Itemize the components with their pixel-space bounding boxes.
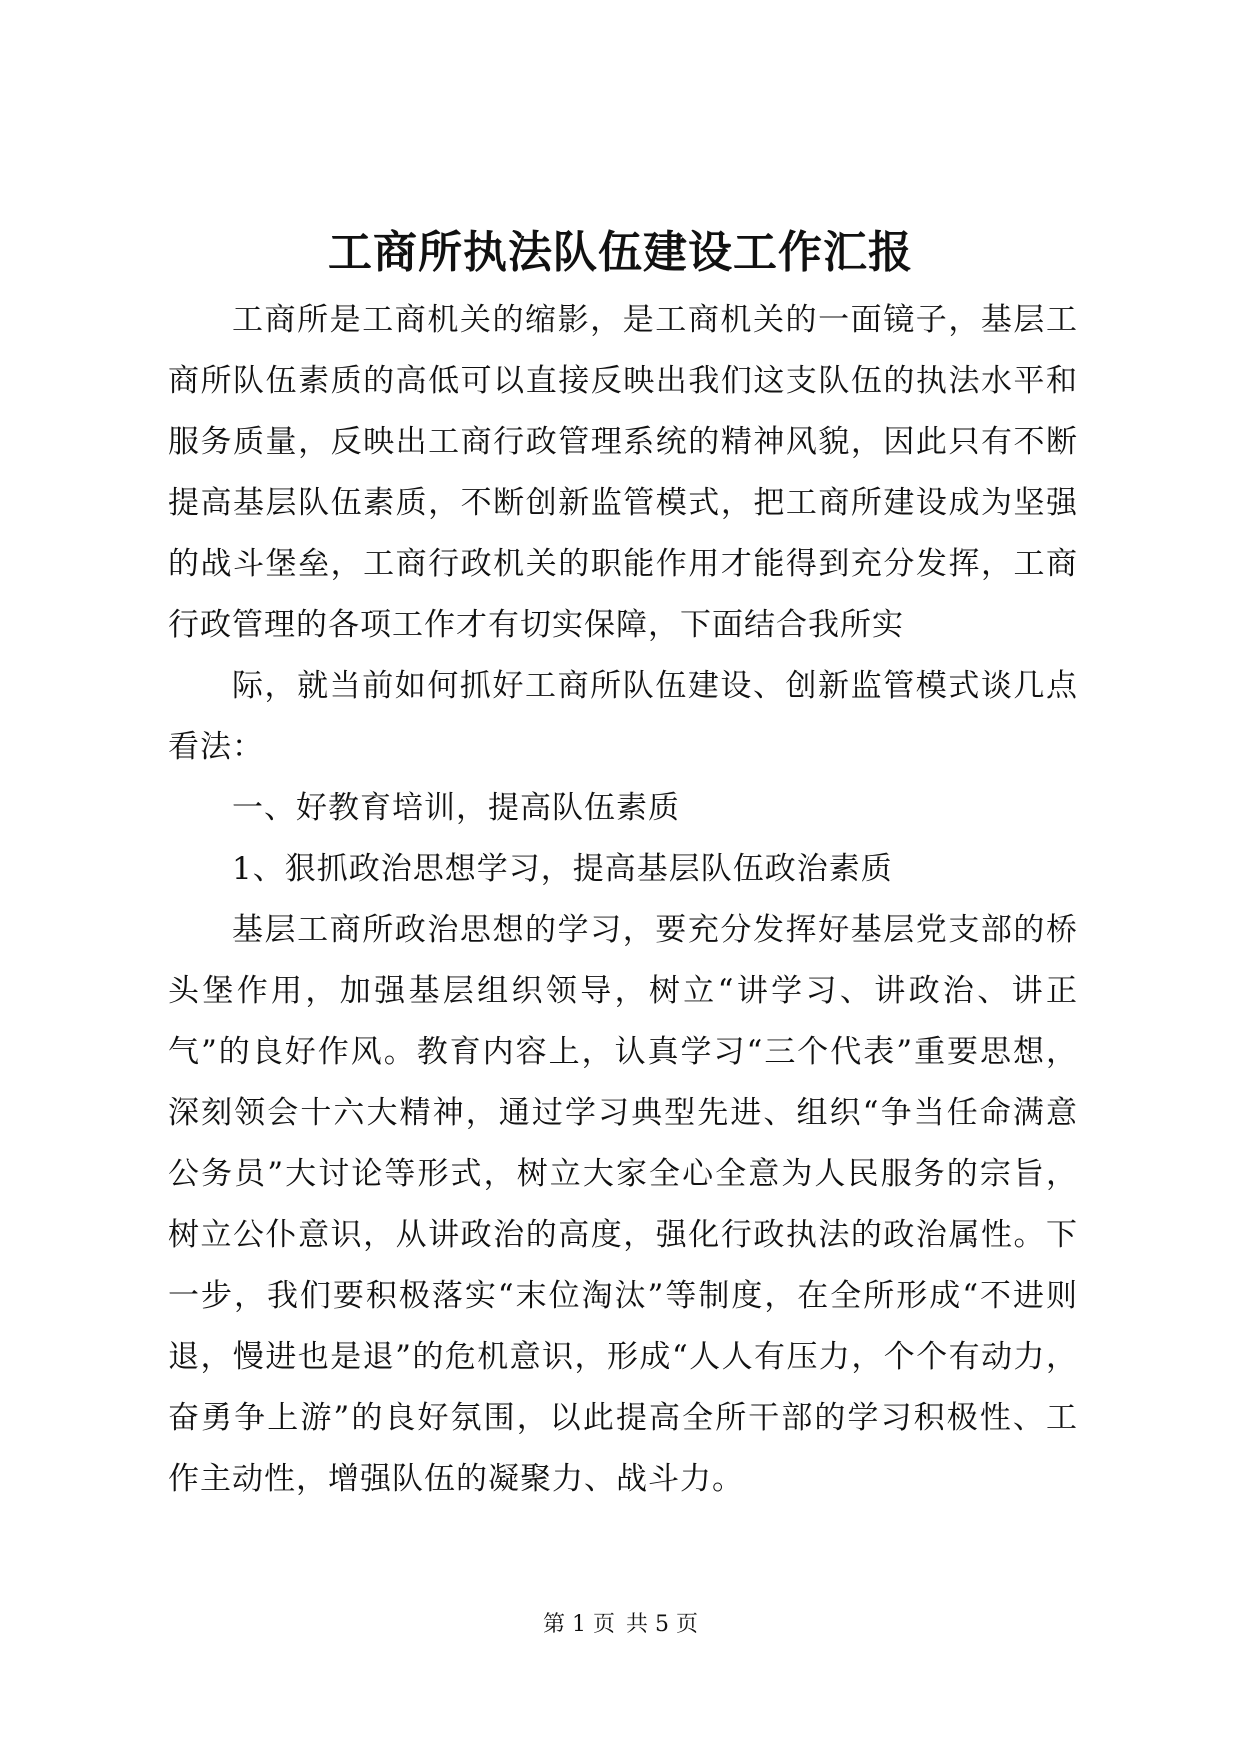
paragraph-intro-continued: 际，就当前如何抓好工商所队伍建设、创新监管模式谈几点看法： <box>168 668 1078 765</box>
paragraph-intro: 工商所是工商机关的缩影，是工商机关的一面镜子，基层工商所队伍素质的高低可以直接反映出我们这支队伍的执法水平和服务质量，反映出工商行政管理系统的精神风貌，因此只有不断提高基层队伍素质，不断创新监管模式，把工商所建设成为坚强的战斗堡垒，工商行政机关的职能作用才能得到充分发挥，工商行政管理的各项工作才有切实保障，下面结合我所实 <box>168 302 1078 643</box>
section-heading-1: 一、好教育培训，提高队伍素质 <box>232 790 680 826</box>
page-footer <box>0 1610 1241 1640</box>
page-number: 第 1 页 <box>543 1612 615 1637</box>
subsection-heading-1-1: 1、狠抓政治思想学习，提高基层队伍政治素质 <box>232 851 893 887</box>
document-body <box>168 290 1078 1510</box>
page-total: 共 5 页 <box>626 1612 698 1637</box>
paragraph-political-study: 基层工商所政治思想的学习，要充分发挥好基层党支部的桥头堡作用，加强基层组织领导，树立“讲学习、讲政治、讲正气”的良好作风。教育内容上，认真学习“三个代表”重要思想，深刻领会十六大精神，通过学习典型先进、组织“争当任命满意公务员”大讨论等形式，树立大家全心全意为人民服务的宗旨，树立公仆意识，从讲政治的高度，强化行政执法的政治属性。下一步，我们要积极落实“末位淘汰”等制度，在全所形成“不进则退，慢进也是退”的危机意识，形成“人人有压力，个个有动力，奋勇争上游”的良好氛围，以此提高全所干部的学习积极性、工作主动性，增强队伍的凝聚力、战斗力。 <box>168 912 1078 1497</box>
document-title: 工商所执法队伍建设工作汇报 <box>328 227 913 278</box>
